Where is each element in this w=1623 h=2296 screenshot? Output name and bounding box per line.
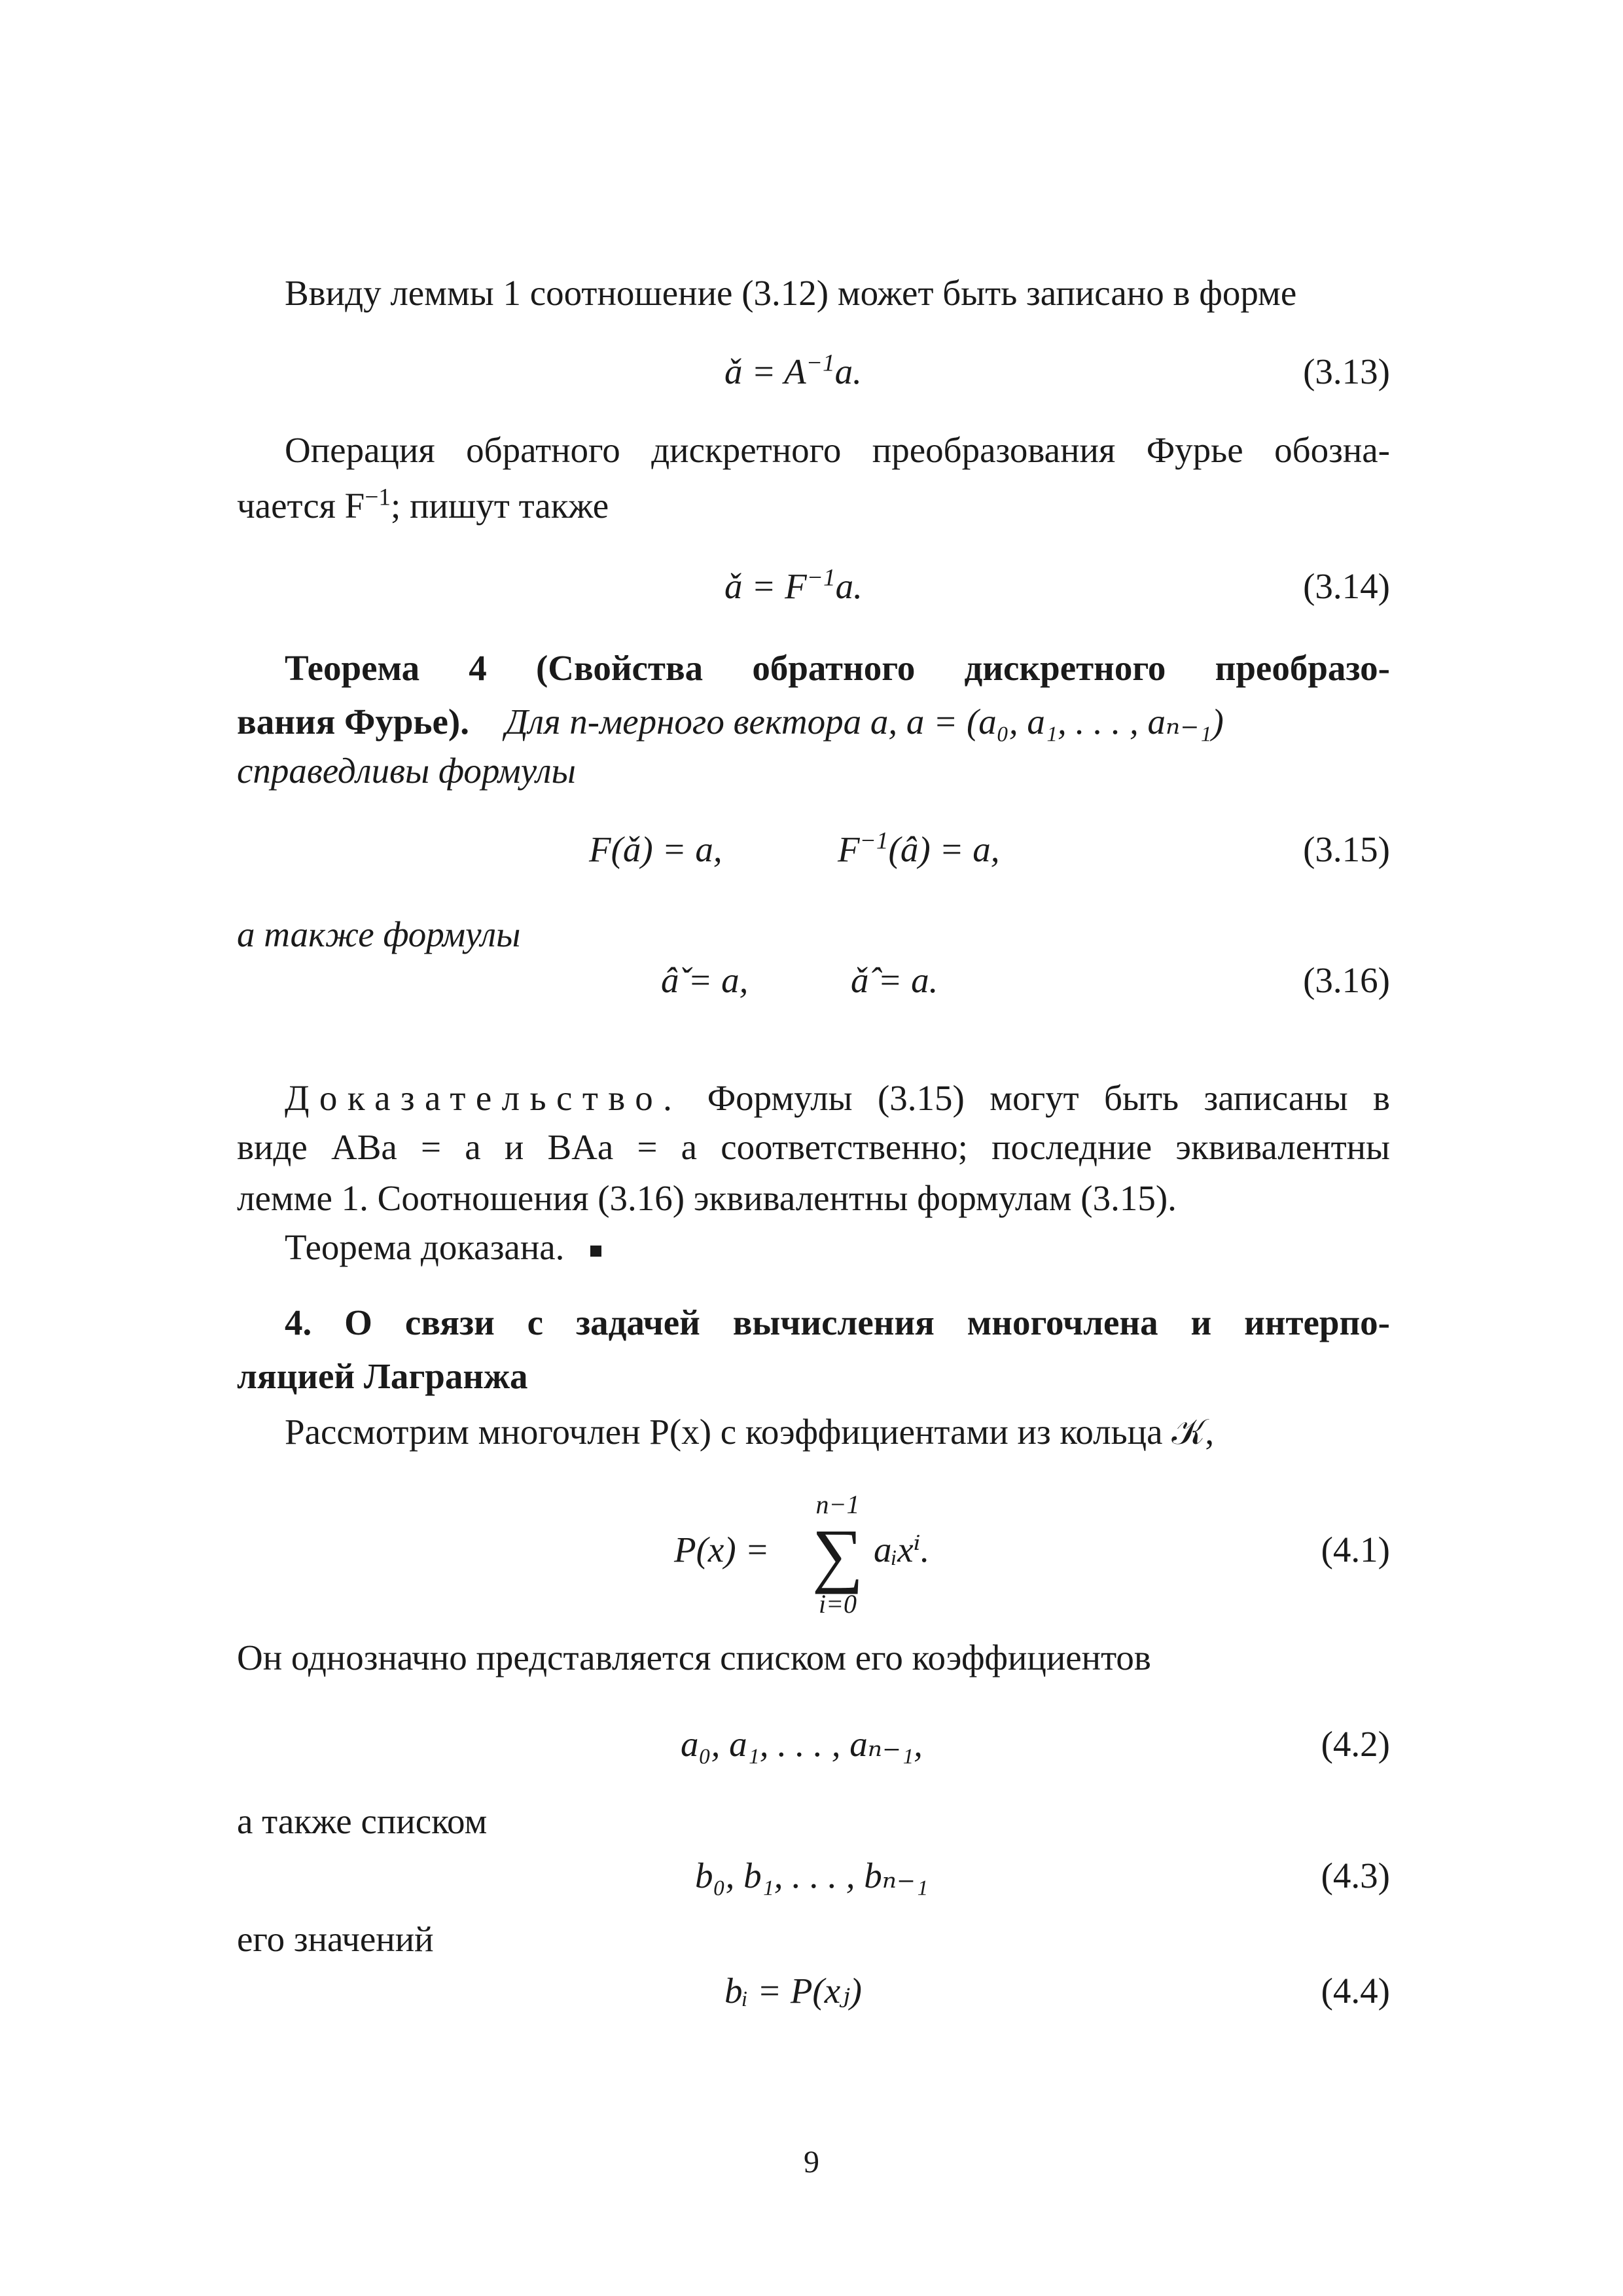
equation-number-4-4: (4.4) <box>1321 1971 1390 2011</box>
paragraph-also-list: а также списком <box>237 1801 488 1841</box>
equation-number-4-2: (4.2) <box>1321 1724 1390 1764</box>
equation-number-3-13: (3.13) <box>1303 351 1390 391</box>
sum-sign: ∑ <box>812 1515 864 1594</box>
page-number: 9 <box>804 2145 819 2179</box>
theorem-heading-line2: вания Фурье). Для n-мерного вектора a, a = (a₀, a₁, . . . , aₙ₋₁) <box>237 702 1224 742</box>
equation-number-3-15: (3.15) <box>1303 829 1390 869</box>
equation-4-1-rhs: aᵢxⁱ. <box>874 1530 930 1570</box>
equation-3-14: ǎ = $F^{-1}a$. <box>724 564 863 606</box>
theorem-statement-line3: справедливы формулы <box>237 751 576 791</box>
proof-line2: виде ABa = a и BAa = a соответственно; последние эквивалентны <box>237 1127 1390 1167</box>
equation-4-2: a₀, a₁, . . . , aₙ₋₁, <box>681 1724 923 1764</box>
equation-4-1-lhs: P(x) = <box>674 1530 770 1570</box>
equation-4-3: b₀, b₁, . . . , bₙ₋₁ <box>695 1856 929 1895</box>
equation-3-15-left: F(ǎ) = a, <box>589 829 722 869</box>
equation-number-3-16: (3.16) <box>1303 960 1390 1000</box>
summation-operator: n−1 ∑ i=0 <box>812 1490 864 1619</box>
proof-conclusion: Теорема доказана. <box>285 1229 601 1265</box>
paragraph-coefficients: Он однозначно представляется списком его коэффициентов <box>237 1638 1151 1677</box>
qed-square-icon <box>590 1246 601 1257</box>
section-heading-line2: ляцией Лагранжа <box>237 1356 528 1396</box>
equation-3-15-right: $F^{-1}(â) = a$, <box>838 827 1000 869</box>
paragraph-inverse-dft-line1: Операция обратного дискретного преобразования Фурье обозна- <box>285 430 1390 470</box>
proof-line1: Доказательство. Формулы (3.15) могут быть записаны в <box>285 1078 1391 1118</box>
equation-3-16-right: ǎ̂ = a. <box>851 960 938 1000</box>
paragraph-values: его значений <box>237 1919 434 1959</box>
paragraph-inverse-dft-line2: чается $F^{-1}$; пишут также <box>237 484 609 526</box>
equation-3-16-left: â̌ = a, <box>661 960 749 1000</box>
equation-number-4-1: (4.1) <box>1321 1530 1390 1570</box>
equation-number-4-3: (4.3) <box>1321 1856 1390 1895</box>
paragraph-lemma-note: Ввиду леммы 1 соотношение (3.12) может быть записано в форме <box>285 273 1297 313</box>
paragraph-polynomial: Рассмотрим многочлен P(x) с коэффициентами из кольца 𝒦, <box>285 1412 1215 1452</box>
equation-4-4: bᵢ = P(xⱼ) <box>724 1971 862 2011</box>
proof-label: Доказательство. <box>285 1078 683 1118</box>
section-heading-line1: 4. О связи с задачей вычисления многочлена и интерпо- <box>285 1302 1390 1342</box>
equation-number-3-14: (3.14) <box>1303 566 1390 606</box>
equation-3-13: ǎ = $A^{-1}a$. <box>724 350 862 391</box>
theorem-also-formulas: а также формулы <box>237 914 521 954</box>
proof-line3: лемме 1. Соотношения (3.16) эквивалентны формулам (3.15). <box>237 1178 1177 1218</box>
theorem-heading-line1: Теорема 4 (Свойства обратного дискретного преобразо- <box>285 648 1390 688</box>
